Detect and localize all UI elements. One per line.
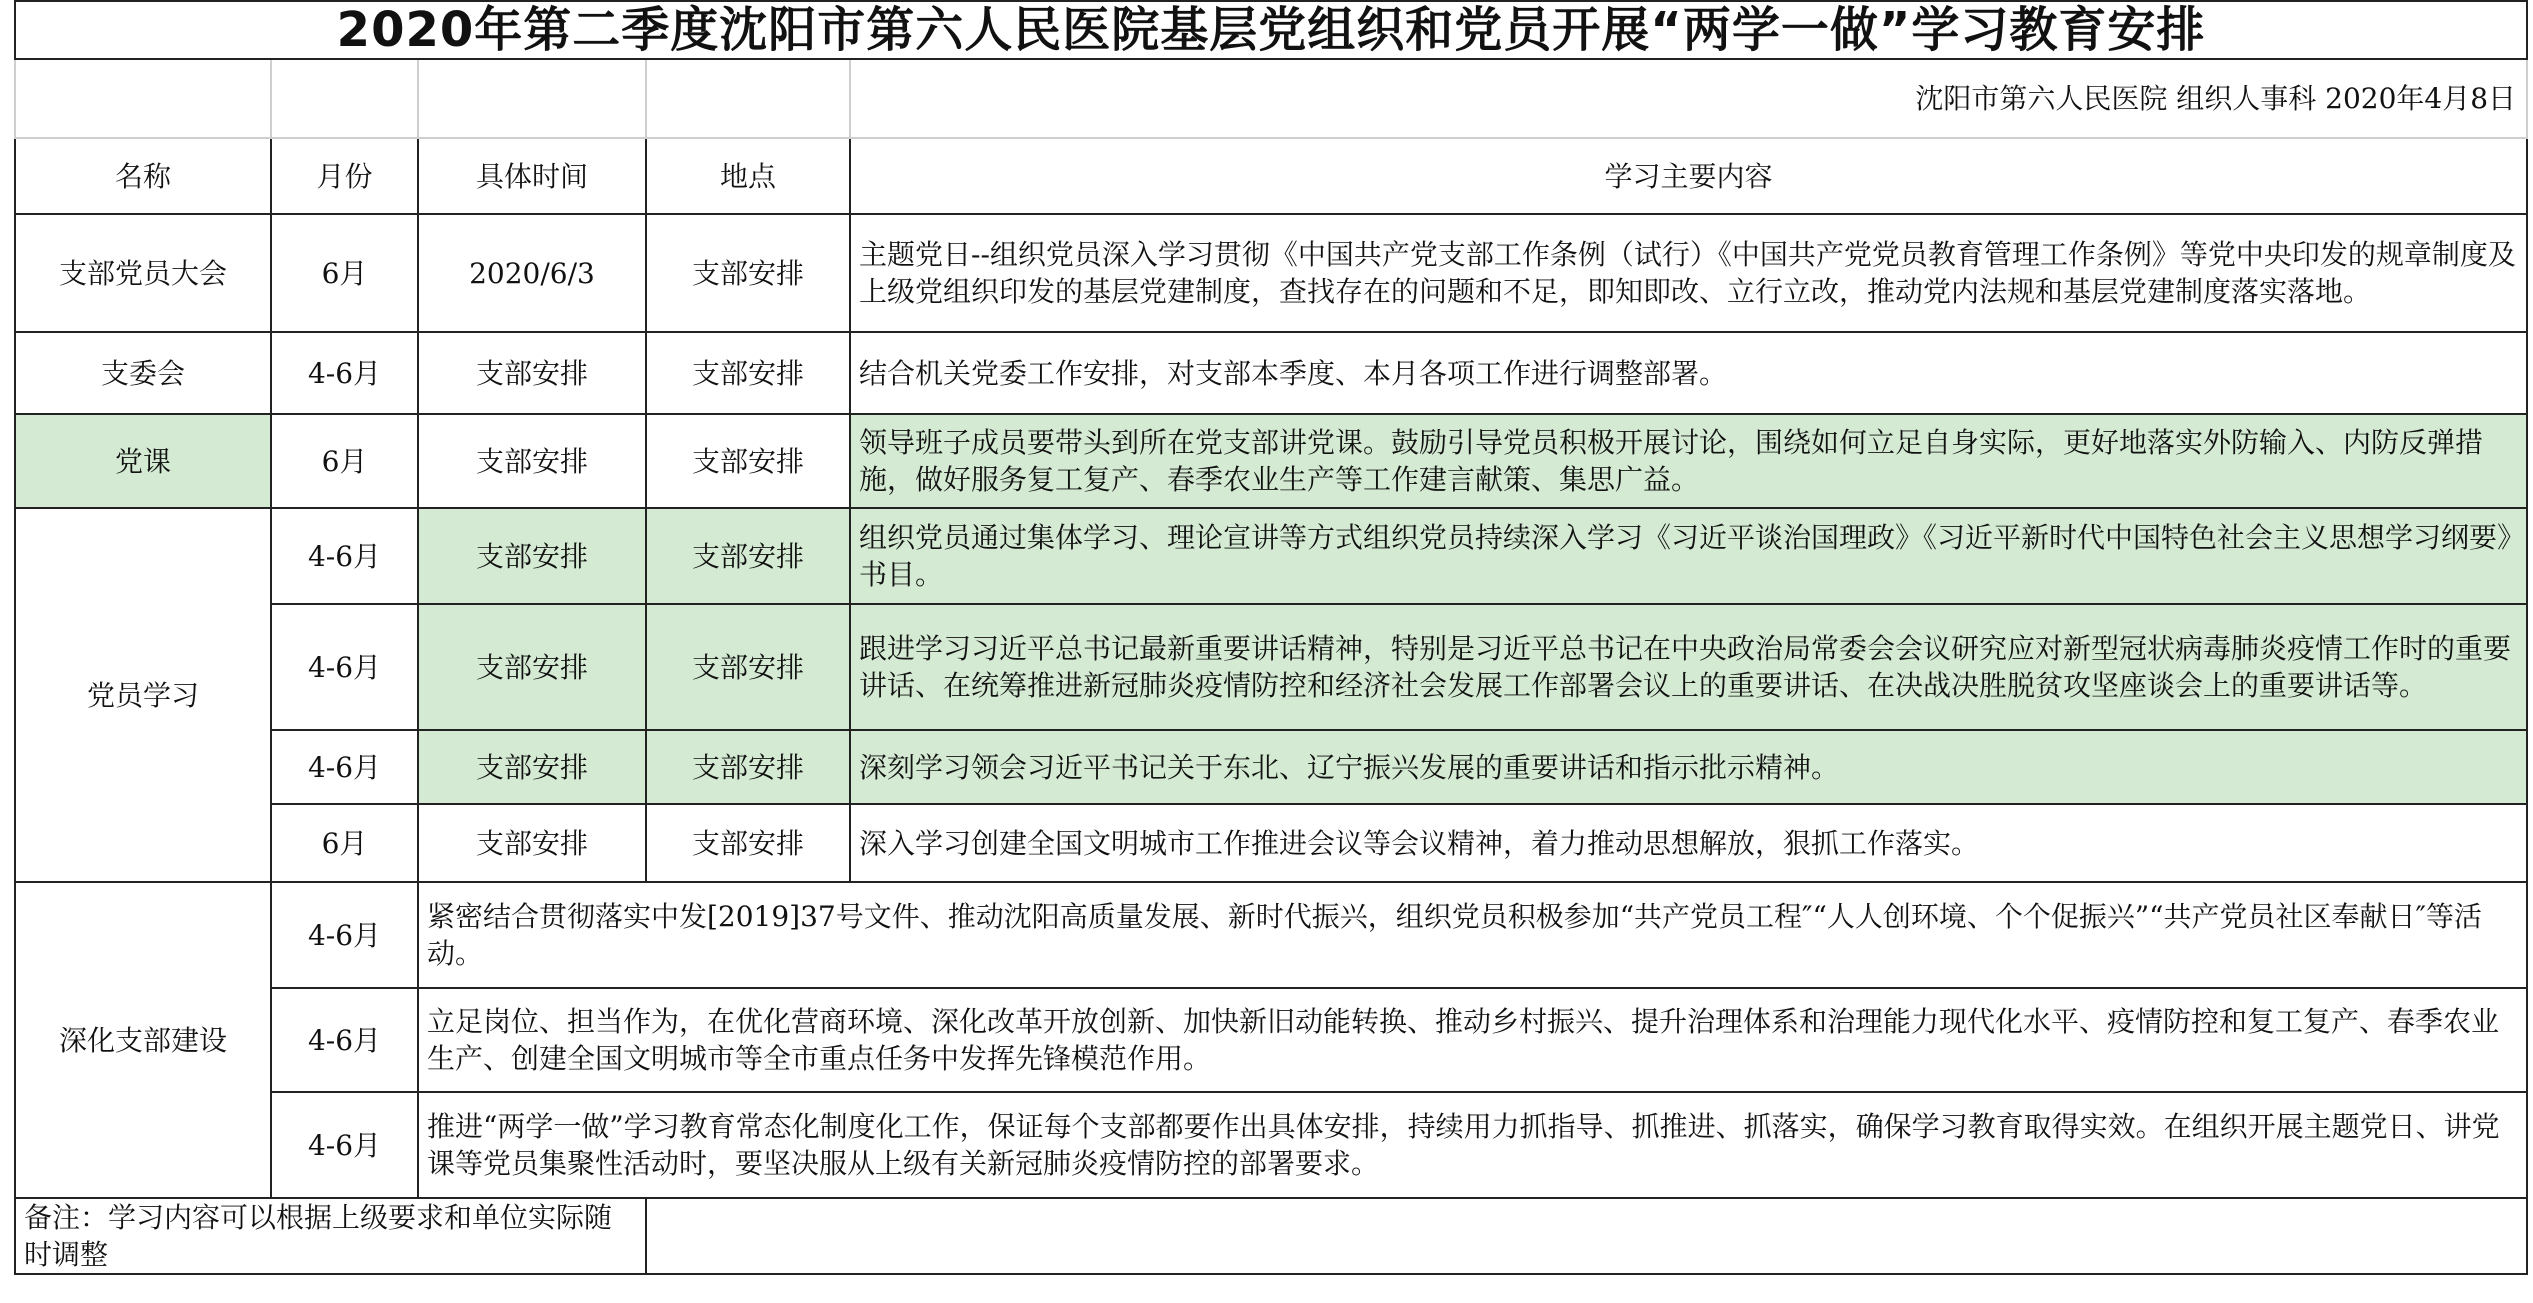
table-row xyxy=(15,988,2527,1092)
row-month: 4-6月 xyxy=(271,508,418,604)
study-group-name: 党员学习 xyxy=(15,508,271,882)
row-month: 4-6月 xyxy=(271,730,418,804)
row-content: 推进“两学一做”学习教育常态化制度化工作，保证每个支部都要作出具体安排，持续用力抓指导、抓推进、抓落实，确保学习教育取得实效。在组织开展主题党日、讲党课等党员集聚性活动时，要坚决服从上级有关新冠肺炎疫情防控的部署要求。 xyxy=(418,1092,2527,1198)
row-time: 2020/6/3 xyxy=(418,214,646,332)
row-name: 党课 xyxy=(15,414,271,508)
blank-cell xyxy=(271,59,418,138)
row-place: 支部安排 xyxy=(646,332,850,414)
note-row xyxy=(15,1198,2527,1274)
row-place: 支部安排 xyxy=(646,804,850,882)
row-time: 支部安排 xyxy=(418,414,646,508)
row-content: 跟进学习习近平总书记最新重要讲话精神，特别是习近平总书记在中央政治局常委会会议研究应对新型冠状病毒肺炎疫情工作时的重要讲话、在统筹推进新冠肺炎疫情防控和经济社会发展工作部署会议上的重要讲话、在决战决胜脱贫攻坚座谈会上的重要讲话等。 xyxy=(850,604,2527,730)
issuer-line: 沈阳市第六人民医院 组织人事科 2020年4月8日 xyxy=(850,59,2527,138)
table-row xyxy=(15,804,2527,882)
row-place: 支部安排 xyxy=(646,214,850,332)
blank-cell xyxy=(15,59,271,138)
table-row xyxy=(15,1092,2527,1198)
table-row xyxy=(15,882,2527,988)
row-place: 支部安排 xyxy=(646,414,850,508)
row-place: 支部安排 xyxy=(646,730,850,804)
row-name: 支部党员大会 xyxy=(15,214,271,332)
row-time: 支部安排 xyxy=(418,508,646,604)
row-month: 4-6月 xyxy=(271,332,418,414)
blank-cell xyxy=(418,59,646,138)
row-content: 紧密结合贯彻落实中发[2019]37号文件、推动沈阳高质量发展、新时代振兴，组织党员积极参加“共产党员工程″“人人创环境、个个促振兴”“共产党员社区奉献日″等活动。 xyxy=(418,882,2527,988)
table-row xyxy=(15,214,2527,332)
row-month: 4-6月 xyxy=(271,604,418,730)
schedule-sheet xyxy=(14,0,2526,1296)
row-content: 深入学习创建全国文明城市工作推进会议等会议精神，着力推动思想解放，狠抓工作落实。 xyxy=(850,804,2527,882)
header-time: 具体时间 xyxy=(418,138,646,214)
row-time: 支部安排 xyxy=(418,332,646,414)
table-row xyxy=(15,414,2527,508)
header-month: 月份 xyxy=(271,138,418,214)
row-month: 6月 xyxy=(271,804,418,882)
row-content: 结合机关党委工作安排，对支部本季度、本月各项工作进行调整部署。 xyxy=(850,332,2527,414)
row-time: 支部安排 xyxy=(418,730,646,804)
row-place: 支部安排 xyxy=(646,604,850,730)
row-month: 4-6月 xyxy=(271,988,418,1092)
footnote: 备注：学习内容可以根据上级要求和单位实际随时调整 xyxy=(15,1198,646,1274)
row-month: 4-6月 xyxy=(271,882,418,988)
row-content: 主题党日--组织党员深入学习贯彻《中国共产党支部工作条例（试行）《中国共产党党员教育管理工作条例》等党中央印发的规章制度及上级党组织印发的基层党建制度，查找存在的问题和不足，即知即改、立行立改，推动党内法规和基层党建制度落实落地。 xyxy=(850,214,2527,332)
schedule-table xyxy=(14,0,2528,1275)
row-content: 领导班子成员要带头到所在党支部讲党课。鼓励引导党员积极开展讨论，围绕如何立足自身实际，更好地落实外防输入、内防反弹措施，做好服务复工复产、春季农业生产等工作建言献策、集思广益。 xyxy=(850,414,2527,508)
row-time: 支部安排 xyxy=(418,804,646,882)
row-content: 组织党员通过集体学习、理论宣讲等方式组织党员持续深入学习《习近平谈治国理政》《习近平新时代中国特色社会主义思想学习纲要》书目。 xyxy=(850,508,2527,604)
table-row xyxy=(15,508,2527,604)
deepen-group-name: 深化支部建设 xyxy=(15,882,271,1198)
row-month: 6月 xyxy=(271,414,418,508)
blank-cell xyxy=(646,59,850,138)
header-content: 学习主要内容 xyxy=(850,138,2527,214)
row-name: 支委会 xyxy=(15,332,271,414)
row-month: 4-6月 xyxy=(271,1092,418,1198)
table-row xyxy=(15,332,2527,414)
table-row xyxy=(15,730,2527,804)
header-name: 名称 xyxy=(15,138,271,214)
row-place: 支部安排 xyxy=(646,508,850,604)
row-content: 立足岗位、担当作为，在优化营商环境、深化改革开放创新、加快新旧动能转换、推动乡村振兴、提升治理体系和治理能力现代化水平、疫情防控和复工复产、春季农业生产、创建全国文明城市等全市重点任务中发挥先锋模范作用。 xyxy=(418,988,2527,1092)
blank-cell xyxy=(646,1198,2527,1274)
page-title: 2020年第二季度沈阳市第六人民医院基层党组织和党员开展“两学一做”学习教育安排 xyxy=(15,1,2527,59)
header-place: 地点 xyxy=(646,138,850,214)
row-month: 6月 xyxy=(271,214,418,332)
header-row xyxy=(15,138,2527,214)
row-time: 支部安排 xyxy=(418,604,646,730)
row-content: 深刻学习领会习近平书记关于东北、辽宁振兴发展的重要讲话和指示批示精神。 xyxy=(850,730,2527,804)
table-row xyxy=(15,604,2527,730)
